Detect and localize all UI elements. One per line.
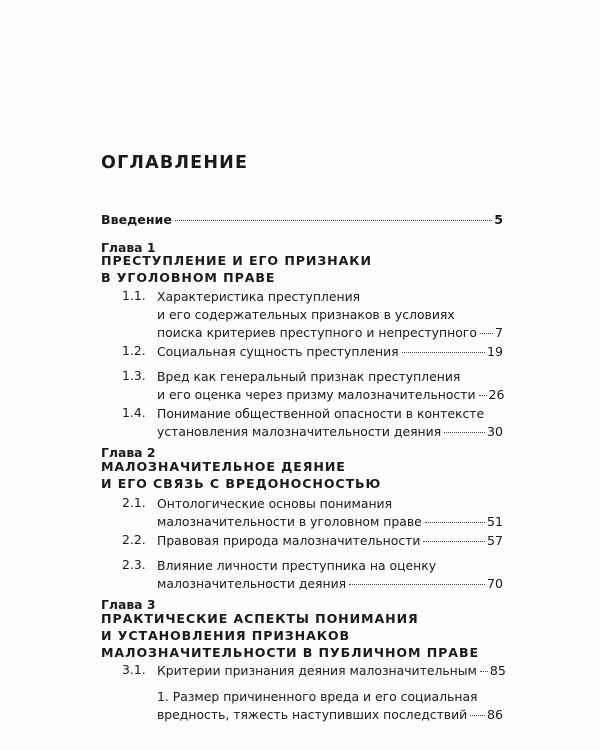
section-line: установления малозначительности деяния: [157, 424, 442, 439]
toc-entry-introduction[interactable]: [101, 212, 503, 227]
section-line: малозначительности деяния: [157, 576, 347, 591]
page-title: ОГЛАВЛЕНИЕ: [101, 153, 249, 173]
page-number: 19: [486, 344, 503, 359]
chapter-title: [101, 252, 372, 286]
chapter-title-line: ПРАКТИЧЕСКИЕ АСПЕКТЫ ПОНИМАНИЯ: [101, 611, 419, 626]
section-line: и его содержательных признаков в условиях: [157, 307, 455, 322]
section-line: и его оценка через призму малозначительности: [157, 387, 476, 402]
page-number: 5: [494, 212, 503, 227]
dot-leader: [479, 395, 487, 396]
dot-leader: [444, 432, 485, 433]
dot-leader: [480, 671, 488, 672]
chapter-label: Глава 1: [101, 240, 156, 255]
section-line: Понимание общественной опасности в контексте: [157, 406, 485, 421]
entry-title: Введение: [101, 212, 172, 227]
dot-leader: [480, 333, 493, 334]
section-line: Влияние личности преступника на оценку: [157, 558, 437, 573]
section-line: Онтологические основы понимания: [157, 496, 393, 511]
subsection-line: вредность, тяжесть наступивших последствий: [157, 707, 468, 722]
page-number: 70: [486, 576, 503, 591]
section-line: поиска критериев преступного и непреступного: [157, 325, 477, 340]
page-number: 51: [486, 514, 503, 529]
dot-leader: [349, 584, 485, 585]
page-number: 85: [489, 663, 506, 678]
chapter-title-line: МАЛОЗНАЧИТЕЛЬНОЕ ДЕЯНИЕ: [101, 459, 346, 474]
section-line: Критерии признания деяния малозначительным: [157, 663, 477, 678]
dot-leader: [402, 352, 485, 353]
section-line: Характеристика преступления: [157, 289, 361, 304]
dot-leader: [470, 715, 485, 716]
section-number: 2.3.: [122, 557, 146, 572]
page-number: 7: [494, 325, 503, 340]
chapter-title-line: В УГОЛОВНОМ ПРАВЕ: [101, 270, 276, 285]
chapter-title-line: МАЛОЗНАЧИТЕЛЬНОСТИ В ПУБЛИЧНОМ ПРАВЕ: [101, 645, 479, 660]
chapter-title-line: И ЕГО СВЯЗЬ С ВРЕДОНОСНОСТЬЮ: [101, 476, 382, 491]
page-number: 86: [486, 707, 503, 722]
section-number: 1.1.: [122, 288, 146, 303]
dot-leader: [175, 220, 492, 221]
section-line: Вред как генеральный признак преступления: [157, 369, 461, 384]
section-number: 1.4.: [122, 405, 146, 420]
dot-leader: [425, 522, 485, 523]
chapter-label: Глава 3: [101, 597, 156, 612]
chapter-title: [101, 610, 479, 661]
section-number: 1.2.: [122, 343, 146, 358]
page-number: 30: [486, 424, 503, 439]
section-line: Правовая природа малозначительности: [157, 533, 421, 548]
chapter-title-line: ПРЕСТУПЛЕНИЕ И ЕГО ПРИЗНАКИ: [101, 253, 372, 268]
dot-leader: [423, 541, 485, 542]
chapter-label: Глава 2: [101, 445, 156, 460]
section-line: Социальная сущность преступления: [157, 344, 399, 359]
section-number: 1.3.: [122, 368, 146, 383]
page-number: 57: [486, 533, 503, 548]
section-number: 2.1.: [122, 495, 146, 510]
section-number: 3.1.: [122, 662, 146, 677]
section-number: 2.2.: [122, 532, 146, 547]
page-number: 26: [488, 387, 505, 402]
section-line: малозначительности в уголовном праве: [157, 514, 422, 529]
chapter-title-line: И УСТАНОВЛЕНИЯ ПРИЗНАКОВ: [101, 628, 351, 643]
subsection-line: 1. Размер причиненного вреда и его социальная: [157, 689, 478, 704]
chapter-title: [101, 458, 381, 492]
